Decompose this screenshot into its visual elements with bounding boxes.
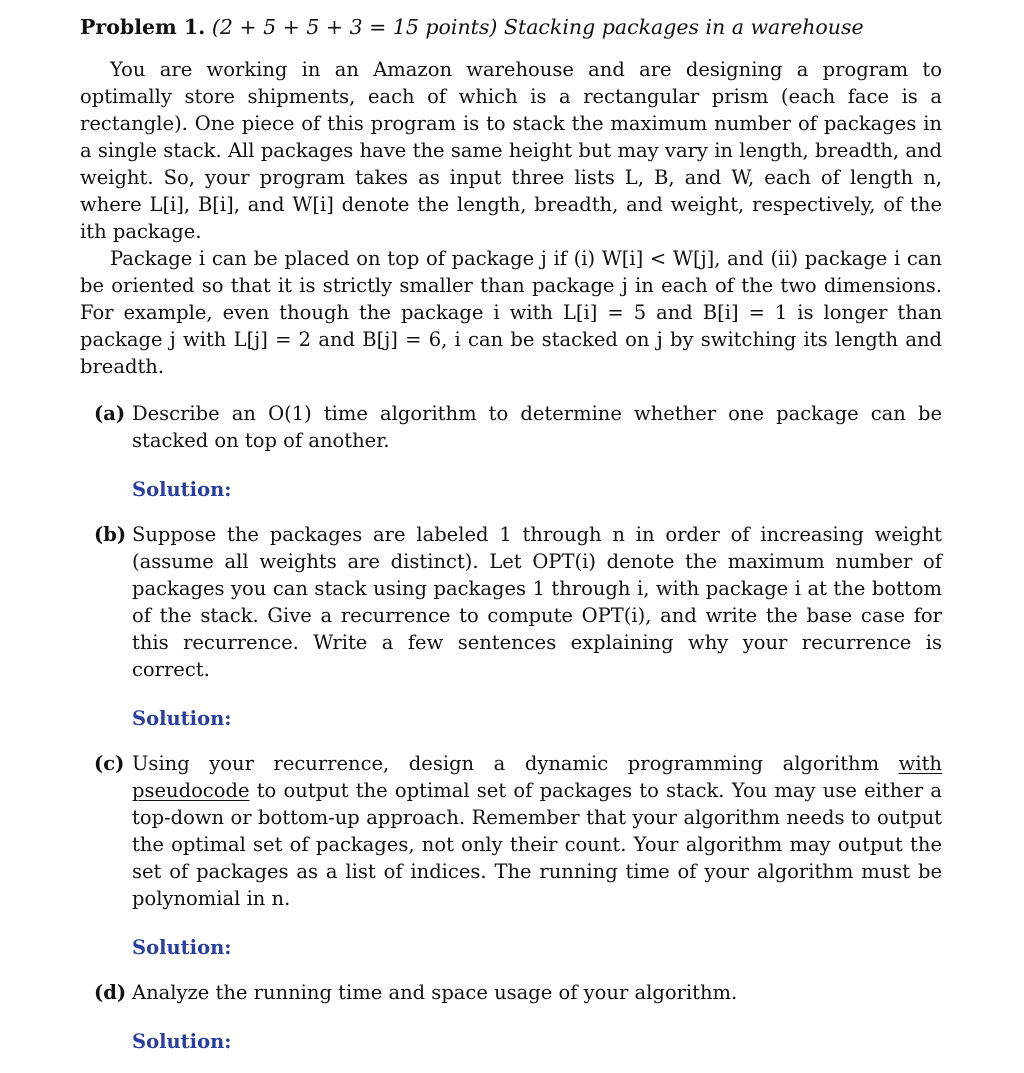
part-c-label: (c) (94, 752, 125, 775)
intro-paragraph-1: You are working in an Amazon warehouse and are designing a program to optimally store shipments, each of which is a rectangular prism (each face is a rectangle). One piece of this program is to stack the maximum number of packages in a single stack. All packages have the same height but may vary in length, breadth, and weight. So, your program takes as input three lists L, B, and W, each of length n, where L[i], B[i], and W[i] denote the length, breadth, and weight, respectively, of the ith package. (80, 58, 942, 243)
part-c-solution-heading: Solution: (132, 936, 232, 959)
part-a-text: Describe an O(1) time algorithm to determine whether one package can be stacked on top of another. (132, 402, 942, 452)
part-a (80, 400, 942, 503)
intro-paragraph-2: Package i can be placed on top of package j if (i) W[i] < W[j], and (ii) package i can be oriented so that it is strictly smaller than package j in each of the two dimensions. For example, even though the package i with L[i] = 5 and B[i] = 1 is longer than package j with L[j] = 2 and B[j] = 6, i can be stacked on j by switching its length and breadth. (80, 247, 942, 378)
part-c-pseudocode-emphasis: with pseudocode (132, 752, 942, 802)
part-b (80, 521, 942, 732)
problem-label: Problem 1. (80, 15, 206, 39)
part-d-solution-heading: Solution: (132, 1030, 232, 1053)
part-b-text: Suppose the packages are labeled 1 through n in order of increasing weight (assume all weights are distinct). Let OPT(i) denote the maximum number of packages you can stack using packages 1 through i, with package i at the bottom of the stack. Give a recurrence to compute OPT(i), and write the base case for this recurrence. Write a few sentences explaining why your recurrence is correct. (132, 523, 942, 681)
part-c-text-after: to output the optimal set of packages to stack. You may use either a top-down or bottom-up approach. Remember that your algorithm needs to output the optimal set of packages, not only their count. Your algorithm may output the set of packages as a list of indices. The running time of your algorithm must be polynomial in n. (132, 779, 942, 910)
part-b-label: (b) (94, 523, 127, 546)
part-a-label: (a) (94, 402, 126, 425)
part-a-solution-heading: Solution: (132, 478, 232, 501)
problem-points-and-topic: (2 + 5 + 5 + 3 = 15 points) Stacking packages in a warehouse (211, 15, 864, 39)
part-c-text-before: Using your recurrence, design a dynamic programming algorithm (132, 752, 899, 775)
part-c (80, 750, 942, 961)
part-d-label: (d) (94, 981, 127, 1004)
problem-title (80, 12, 942, 42)
part-c-text (132, 750, 942, 912)
part-d (80, 979, 942, 1055)
part-d-text: Analyze the running time and space usage of your algorithm. (132, 981, 738, 1004)
problem-document (80, 12, 942, 1073)
part-b-solution-heading: Solution: (132, 707, 232, 730)
